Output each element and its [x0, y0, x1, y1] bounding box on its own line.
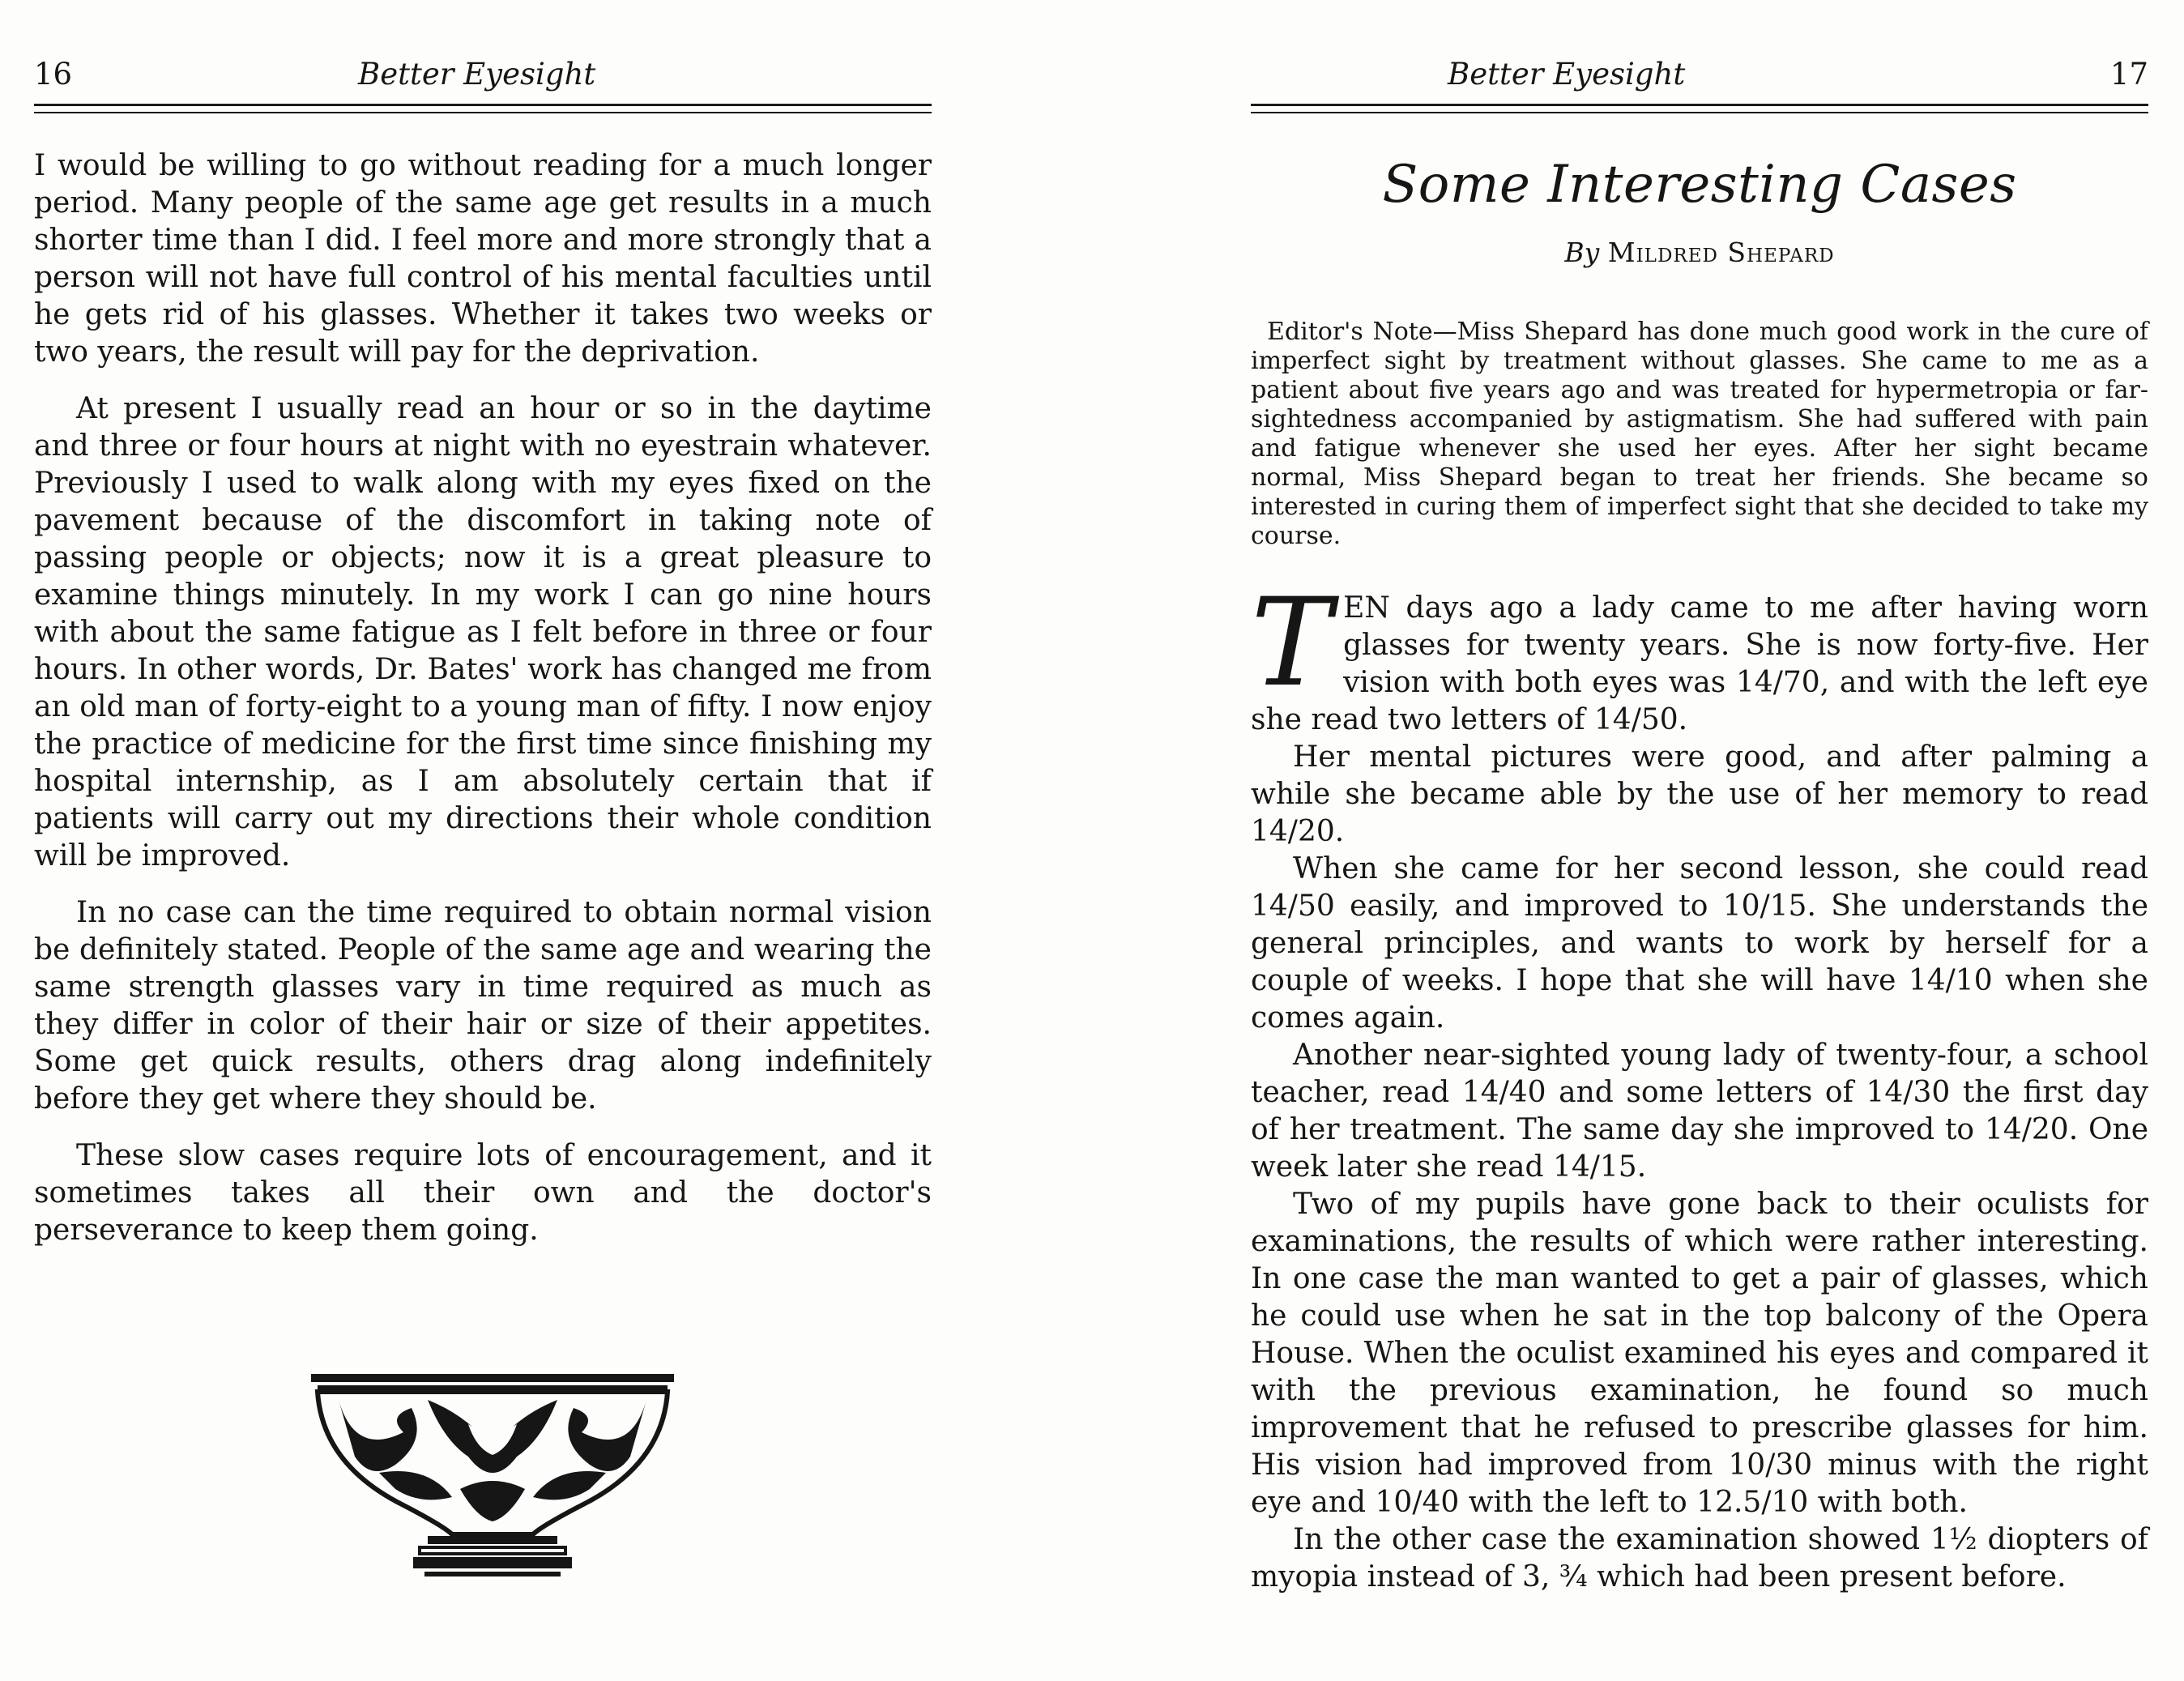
author-name: Mildred Shepard	[1607, 237, 1835, 268]
paragraph: When she came for her second lesson, she could read 14/50 easily, and improved to 10/15. She understands the general principles, and wants to work by herself for a couple of weeks. I hope that she will have 14/10 when she comes again.	[1251, 852, 2148, 1035]
opening-paragraph	[1251, 573, 2148, 739]
page-number: 16	[34, 57, 73, 92]
header-rule-bottom	[1251, 112, 2148, 113]
byline	[1251, 235, 2148, 271]
paragraph: In the other case the examination showed 1½ diopters of myopia instead of 3, ¾ which had been present before.	[1251, 1523, 2148, 1594]
running-title: Better Eyesight	[358, 57, 596, 92]
paragraph: I would be willing to go without reading for a much longer period. Many people of the same age get results in a much shorter time than I did. I feel more and more strongly that a person will not have full control of his mental faculties until he gets rid of his glasses. Whether it takes two weeks or two years, the result will pay for the deprivation.	[34, 149, 932, 369]
opening-text: EN days ago a lady came to me after having worn glasses for twenty years. She is now forty-five. Her vision with both eyes was 14/70, and with the left eye she read two letters of 14/50.	[1251, 591, 2148, 736]
drop-cap: T	[1251, 573, 1333, 714]
running-title: Better Eyesight	[1448, 57, 1686, 92]
byline-prefix: By	[1564, 237, 1600, 268]
header-rule-top	[34, 104, 932, 106]
paragraph: In no case can the time required to obtain normal vision be definitely stated. People of the same age and wearing the same strength glasses vary in time required as much as they differ in color of their hair or size of their appetites. Some get quick results, others drag along indefinitely before they get where they should be.	[34, 896, 932, 1116]
paragraph: At present I usually read an hour or so in the daytime and three or four hours at night with no eyestrain whatever. Previously I used to walk along with my eyes fixed on the pavement because of the discomfort in taking note of passing people or objects; now it is a great pleasure to examine things minutely. In my work I can go nine hours with about the same fatigue as I felt before in three or four hours. In other words, Dr. Bates' work has changed me from an old man of forty-eight to a young man of fifty. I now enjoy the practice of medicine for the first time since finishing my hospital internship, as I am absolutely certain that if patients will carry out my directions their whole condition will be improved.	[34, 392, 932, 872]
running-header	[1251, 50, 2148, 99]
page-number: 17	[2109, 57, 2148, 92]
header-rule-top	[1251, 104, 2148, 106]
paragraph: Her mental pictures were good, and after palming a while she became able by the use of her memory to read 14/20.	[1251, 740, 2148, 848]
right-page	[1092, 0, 2184, 1681]
paragraph: Another near-sighted young lady of twenty-four, a school teacher, read 14/40 and some letters of 14/30 the first day of her treatment. The same day she improved to 14/20. One week later she read 14/15.	[1251, 1039, 2148, 1184]
urn-ornament-icon	[306, 1367, 679, 1580]
article-title: Some Interesting Cases	[1382, 155, 2017, 215]
article-body	[1251, 573, 2148, 1596]
header-rule-bottom	[34, 112, 932, 113]
paragraph: These slow cases require lots of encouragement, and it sometimes takes all their own and the doctor's perseverance to keep them going.	[34, 1139, 932, 1247]
paragraph: Two of my pupils have gone back to their oculists for examinations, the results of which were rather interesting. In one case the man wanted to get a pair of glasses, which he could use when he sat in the top balcony of the Opera House. When the oculist examined his eyes and compared it with the previous examination, he found so much improvement that he refused to prescribe glasses for him. His vision had improved from 10/30 minus with the right eye and 10/40 with the left to 12.5/10 with both.	[1251, 1188, 2148, 1519]
left-body-text	[34, 147, 932, 1269]
editors-note: Editor's Note—Miss Shepard has done much good work in the cure of imperfect sight by treatment without glasses. She came to me as a patient about five years ago and was treated for hypermetropia or far-sightedness accompanied by astigmatism. She had suffered with pain and fatigue whenever she used her eyes. After her sight became normal, Miss Shepard began to treat her friends. She became so interested in curing them of imperfect sight that she decided to take my course.	[1251, 318, 2148, 550]
running-header	[34, 50, 932, 99]
